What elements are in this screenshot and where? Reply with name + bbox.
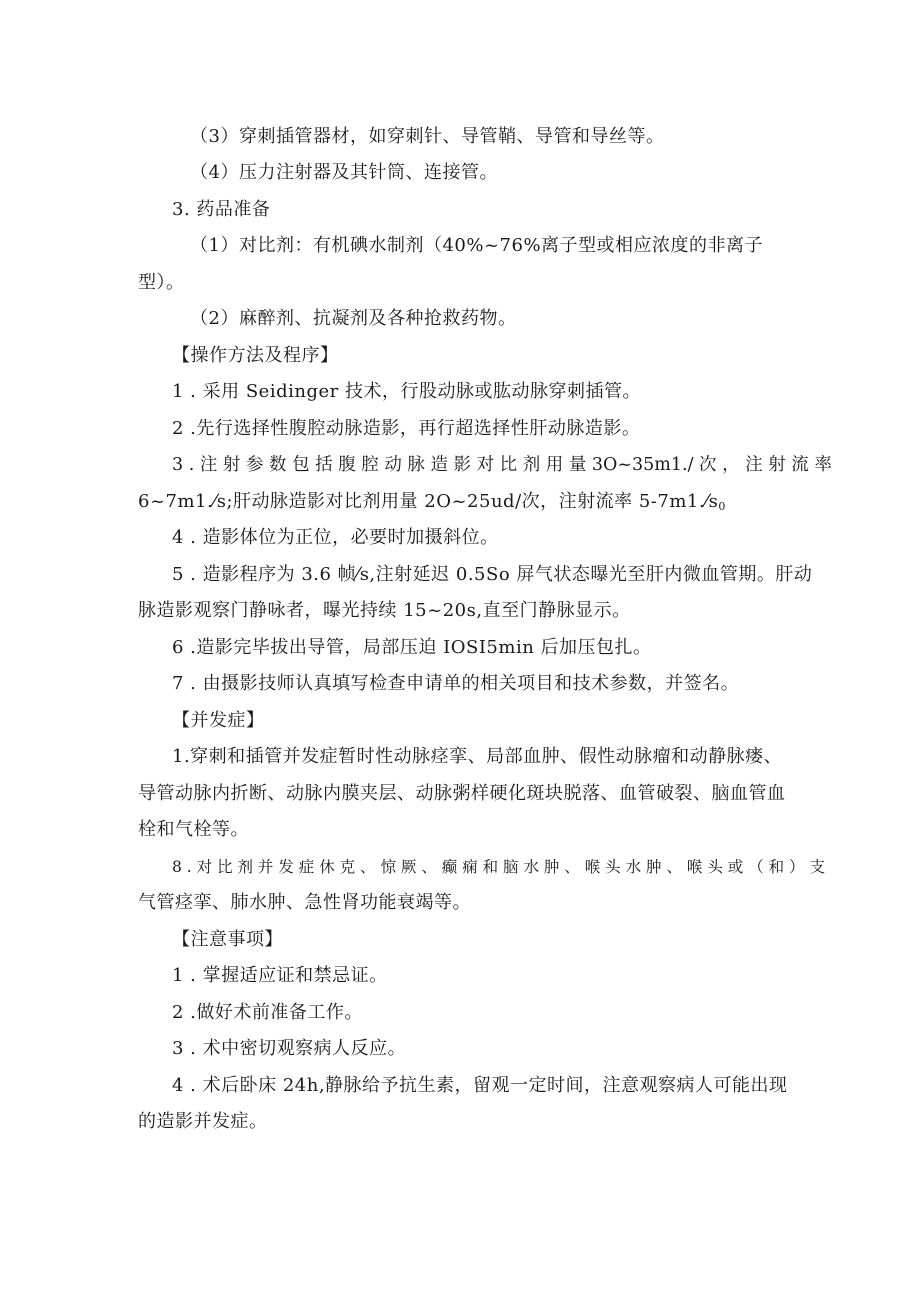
complication-1-cont-a: 导管动脉内折断、动脉内膜夹层、动脉粥样硬化斑块脱落、血管破裂、脑血管血 xyxy=(138,783,786,804)
procedure-step-7: 7 . 由摄影技师认真填写检查申请单的相关项目和技术参数，并签名。 xyxy=(172,673,740,694)
procedure-step-3-cont-text: 6~7m1.⁄s;肝动脉造影对比剂用量 2O~25ud/次，注射流率 5-7m1.⁄s xyxy=(138,491,719,512)
procedure-step-3-subscript: 0 xyxy=(718,500,726,513)
procedure-step-3-cont xyxy=(138,489,726,520)
complication-2-cont: 气管痉挛、肺水肿、急性肾功能衰竭等。 xyxy=(138,892,471,913)
drug-item-1-cont: 型）。 xyxy=(138,272,185,293)
section-heading-procedure: 【操作方法及程序】 xyxy=(172,345,339,366)
complication-1-cont-b: 栓和气栓等。 xyxy=(138,819,249,840)
procedure-step-5: 5 . 造影程序为 3.6 帧⁄s,注射延迟 0.5So 屏气状态曝光至肝内微血管期。肝动 xyxy=(172,564,813,585)
procedure-step-6: 6 .造影完毕拔出导管，局部压迫 IOSI5min 后加压包扎。 xyxy=(172,637,652,658)
note-2: 2 .做好术前准备工作。 xyxy=(172,1002,363,1023)
procedure-step-4: 4 . 造影体位为正位，必要时加摄斜位。 xyxy=(172,527,499,548)
drug-item-2: （2）麻醉剂、抗凝剂及各种抢救药物。 xyxy=(190,308,517,329)
procedure-step-5-cont: 脉造影观察门静咏者，曝光持续 15~20s,直至门静脉显示。 xyxy=(138,600,631,621)
section-heading-drug-prep: 3. 药品准备 xyxy=(172,199,271,220)
section-heading-notes: 【注意事项】 xyxy=(172,929,283,950)
procedure-step-1: 1 . 采用 Seidinger 技术，行股动脉或肱动脉穿刺插管。 xyxy=(172,381,641,402)
equipment-item-4: （4）压力注射器及其针筒、连接管。 xyxy=(190,162,498,183)
section-heading-complications: 【并发症】 xyxy=(172,710,265,731)
note-3: 3 . 术中密切观察病人反应。 xyxy=(172,1038,407,1059)
complication-2: 8 . 对 比 剂 并 发 症 休 克 、 惊 厥 、 癫 痫 和 脑 水 肿 、 喉 头 水 肿 、 喉 头 或 （ 和 ） 支 xyxy=(172,858,825,876)
note-1: 1 . 掌握适应证和禁忌证。 xyxy=(172,965,388,986)
procedure-step-2: 2 .先行选择性腹腔动脉造影，再行超选择性肝动脉造影。 xyxy=(172,418,641,439)
complication-1: 1.穿刺和插管并发症暂时性动脉痉挛、局部血肿、假性动脉瘤和动静脉瘘、 xyxy=(172,746,783,767)
drug-item-1: （1）对比剂：有机碘水制剂（40%~76%离子型或相应浓度的非离子 xyxy=(190,235,764,256)
note-4: 4 . 术后卧床 24h,静脉给予抗生素，留观一定时间，注意观察病人可能出现 xyxy=(172,1075,788,1096)
note-4-cont: 的造影并发症。 xyxy=(138,1111,268,1132)
equipment-item-3: （3）穿刺插管器材，如穿刺针、导管鞘、导管和导丝等。 xyxy=(190,126,665,147)
procedure-step-3: 3 . 注 射 参 数 包 括 腹 腔 动 脉 造 影 对 比 剂 用 量 3O~35m1./ 次 ， 注 射 流 率 xyxy=(172,455,832,475)
